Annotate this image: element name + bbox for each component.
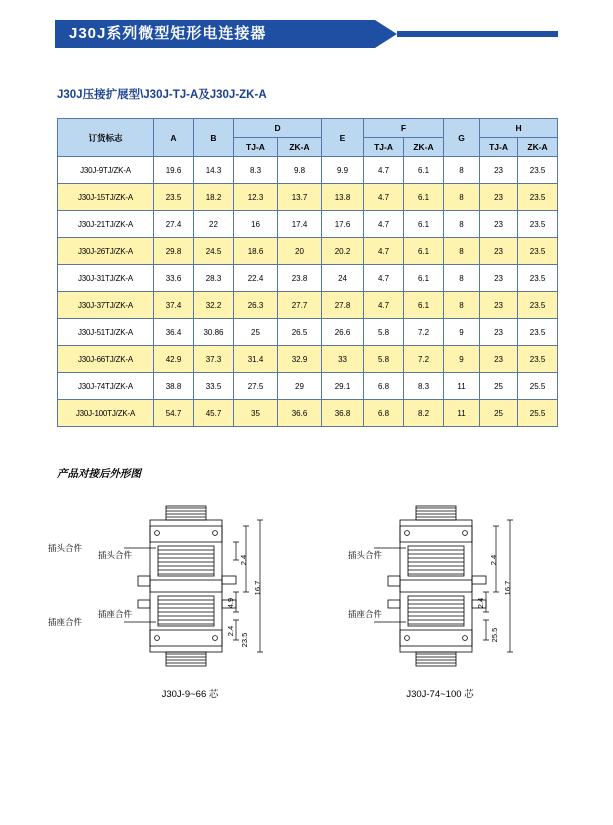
- cell-g: 11: [444, 373, 480, 400]
- cell-b: 18.2: [194, 184, 234, 211]
- cell-e: 26.6: [322, 319, 364, 346]
- cell-g: 8: [444, 238, 480, 265]
- cell-b: 22: [194, 211, 234, 238]
- connector-diagram-left: [48, 500, 300, 680]
- dim-right-1: 16.7: [503, 580, 512, 596]
- cell-f-tj: 4.7: [364, 265, 404, 292]
- cell-h-zk: 23.5: [518, 211, 558, 238]
- table-row: [58, 184, 558, 211]
- cell-a: 19.6: [154, 157, 194, 184]
- cell-a: 37.4: [154, 292, 194, 319]
- cell-f-zk: 6.1: [404, 184, 444, 211]
- cell-name: J30J-74TJ/ZK-A: [58, 373, 154, 400]
- cell-e: 27.8: [322, 292, 364, 319]
- cell-b: 32.2: [194, 292, 234, 319]
- cell-name: J30J-66TJ/ZK-A: [58, 346, 154, 373]
- dim-left-5: 23.5: [240, 632, 249, 648]
- table-row: [58, 238, 558, 265]
- cell-d-zk: 32.9: [278, 346, 322, 373]
- cell-h-zk: 23.5: [518, 346, 558, 373]
- cell-d-tj: 8.3: [234, 157, 278, 184]
- cell-d-zk: 26.5: [278, 319, 322, 346]
- table-row: [58, 319, 558, 346]
- cell-f-tj: 4.7: [364, 292, 404, 319]
- cell-f-tj: 4.7: [364, 157, 404, 184]
- cell-e: 24: [322, 265, 364, 292]
- cell-g: 9: [444, 319, 480, 346]
- cell-a: 54.7: [154, 400, 194, 427]
- section-title: J30J压接扩展型\J30J-TJ-A及J30J-ZK-A: [57, 89, 267, 101]
- page-header: [55, 20, 558, 48]
- th-f: F: [364, 119, 444, 138]
- cell-h-tj: 25: [480, 400, 518, 427]
- table-row: [58, 373, 558, 400]
- cell-d-zk: 13.7: [278, 184, 322, 211]
- cell-d-zk: 23.8: [278, 265, 322, 292]
- cell-f-zk: 8.2: [404, 400, 444, 427]
- label-socket-left: 插座合件: [48, 617, 83, 627]
- cell-d-zk: 20: [278, 238, 322, 265]
- cell-name: J30J-37TJ/ZK-A: [58, 292, 154, 319]
- th-a: A: [154, 119, 194, 157]
- cell-f-tj: 5.8: [364, 346, 404, 373]
- figure-right: [350, 500, 550, 680]
- cell-f-zk: 6.1: [404, 292, 444, 319]
- drawings-title: 产品对接后外形图: [57, 468, 141, 480]
- cell-f-tj: 6.8: [364, 400, 404, 427]
- th-g: G: [444, 119, 480, 157]
- label-plug-left-text: 插头合件: [98, 550, 133, 560]
- cell-name: J30J-100TJ/ZK-A: [58, 400, 154, 427]
- cell-name: J30J-21TJ/ZK-A: [58, 211, 154, 238]
- cell-a: 42.9: [154, 346, 194, 373]
- cell-f-zk: 6.1: [404, 157, 444, 184]
- th-h-zk: ZK-A: [518, 138, 558, 157]
- cell-g: 9: [444, 346, 480, 373]
- cell-h-zk: 23.5: [518, 157, 558, 184]
- cell-e: 20.2: [322, 238, 364, 265]
- cell-h-tj: 25: [480, 373, 518, 400]
- table-row: [58, 265, 558, 292]
- cell-h-tj: 23: [480, 292, 518, 319]
- th-order-mark: 订货标志: [58, 119, 154, 157]
- cell-h-tj: 23: [480, 265, 518, 292]
- cell-name: J30J-26TJ/ZK-A: [58, 238, 154, 265]
- header-tail-line: [397, 31, 558, 37]
- th-d-zk: ZK-A: [278, 138, 322, 157]
- cell-h-tj: 23: [480, 346, 518, 373]
- table-row: [58, 400, 558, 427]
- cell-h-tj: 23: [480, 238, 518, 265]
- cell-g: 8: [444, 292, 480, 319]
- cell-d-tj: 12.3: [234, 184, 278, 211]
- dim-left-4: 2.4: [226, 625, 235, 637]
- dim-left-1: 16.7: [253, 580, 262, 596]
- cell-e: 29.1: [322, 373, 364, 400]
- dim-left-3: 4.9: [226, 597, 235, 609]
- cell-f-tj: 4.7: [364, 211, 404, 238]
- cell-g: 8: [444, 265, 480, 292]
- th-b: B: [194, 119, 234, 157]
- cell-d-zk: 9.8: [278, 157, 322, 184]
- cell-g: 11: [444, 400, 480, 427]
- dim-right-4: 25.5: [490, 627, 499, 643]
- page-title: J30J系列微型矩形电连接器: [69, 25, 267, 42]
- cell-d-tj: 26.3: [234, 292, 278, 319]
- cell-h-zk: 23.5: [518, 319, 558, 346]
- cell-h-tj: 23: [480, 184, 518, 211]
- cell-f-zk: 7.2: [404, 319, 444, 346]
- cell-f-zk: 6.1: [404, 265, 444, 292]
- th-f-tj: TJ-A: [364, 138, 404, 157]
- header-arrow-icon: [375, 20, 397, 48]
- figure-right-caption: J30J-74~100 芯: [406, 689, 474, 700]
- th-f-zk: ZK-A: [404, 138, 444, 157]
- cell-d-zk: 29: [278, 373, 322, 400]
- cell-d-tj: 25: [234, 319, 278, 346]
- cell-name: J30J-9TJ/ZK-A: [58, 157, 154, 184]
- th-h: H: [480, 119, 558, 138]
- spec-table: [57, 118, 558, 427]
- th-e: E: [322, 119, 364, 157]
- cell-h-zk: 25.5: [518, 400, 558, 427]
- th-d: D: [234, 119, 322, 138]
- cell-h-tj: 23: [480, 157, 518, 184]
- cell-d-tj: 35: [234, 400, 278, 427]
- cell-e: 9.9: [322, 157, 364, 184]
- cell-d-tj: 16: [234, 211, 278, 238]
- figure-left-caption: J30J-9~66 芯: [161, 689, 219, 700]
- cell-a: 27.4: [154, 211, 194, 238]
- cell-h-zk: 23.5: [518, 292, 558, 319]
- cell-e: 13.8: [322, 184, 364, 211]
- spec-table-wrapper: [57, 118, 557, 427]
- label-plug-right-text: 插头合件: [348, 550, 383, 560]
- cell-d-tj: 31.4: [234, 346, 278, 373]
- cell-d-zk: 17.4: [278, 211, 322, 238]
- label-socket-right-text: 插座合件: [348, 609, 383, 619]
- dim-right-3: 2.4: [476, 597, 485, 609]
- connector-diagram-right: [350, 500, 550, 680]
- cell-b: 30.86: [194, 319, 234, 346]
- cell-a: 33.6: [154, 265, 194, 292]
- cell-a: 29.8: [154, 238, 194, 265]
- cell-f-tj: 5.8: [364, 319, 404, 346]
- cell-f-zk: 6.1: [404, 238, 444, 265]
- cell-e: 36.8: [322, 400, 364, 427]
- cell-f-zk: 7.2: [404, 346, 444, 373]
- cell-b: 37.3: [194, 346, 234, 373]
- cell-a: 38.8: [154, 373, 194, 400]
- cell-d-tj: 18.6: [234, 238, 278, 265]
- table-header-row-1: [58, 119, 558, 138]
- th-h-tj: TJ-A: [480, 138, 518, 157]
- cell-name: J30J-15TJ/ZK-A: [58, 184, 154, 211]
- cell-b: 14.3: [194, 157, 234, 184]
- cell-e: 33: [322, 346, 364, 373]
- cell-name: J30J-31TJ/ZK-A: [58, 265, 154, 292]
- label-plug-left: 插头合件: [48, 543, 83, 553]
- cell-h-zk: 23.5: [518, 238, 558, 265]
- cell-b: 24.5: [194, 238, 234, 265]
- cell-d-zk: 27.7: [278, 292, 322, 319]
- cell-h-zk: 23.5: [518, 265, 558, 292]
- cell-f-tj: 4.7: [364, 238, 404, 265]
- cell-h-zk: 23.5: [518, 184, 558, 211]
- cell-h-tj: 23: [480, 319, 518, 346]
- cell-d-tj: 27.5: [234, 373, 278, 400]
- cell-b: 28.3: [194, 265, 234, 292]
- label-socket-left-text: 插座合件: [98, 609, 133, 619]
- table-row: [58, 157, 558, 184]
- cell-b: 33.5: [194, 373, 234, 400]
- table-row: [58, 292, 558, 319]
- cell-f-zk: 6.1: [404, 211, 444, 238]
- cell-a: 36.4: [154, 319, 194, 346]
- cell-f-tj: 4.7: [364, 184, 404, 211]
- cell-b: 45.7: [194, 400, 234, 427]
- cell-g: 8: [444, 184, 480, 211]
- dim-left-2: 2.4: [239, 554, 248, 566]
- cell-g: 8: [444, 157, 480, 184]
- cell-f-tj: 6.8: [364, 373, 404, 400]
- cell-h-tj: 23: [480, 211, 518, 238]
- cell-g: 8: [444, 211, 480, 238]
- figure-left: [48, 500, 300, 680]
- table-row: [58, 211, 558, 238]
- th-d-tj: TJ-A: [234, 138, 278, 157]
- cell-a: 23.5: [154, 184, 194, 211]
- cell-e: 17.6: [322, 211, 364, 238]
- cell-name: J30J-51TJ/ZK-A: [58, 319, 154, 346]
- cell-f-zk: 8.3: [404, 373, 444, 400]
- cell-d-tj: 22.4: [234, 265, 278, 292]
- dim-right-2: 2.4: [489, 554, 498, 566]
- cell-h-zk: 25.5: [518, 373, 558, 400]
- cell-d-zk: 36.6: [278, 400, 322, 427]
- table-row: [58, 346, 558, 373]
